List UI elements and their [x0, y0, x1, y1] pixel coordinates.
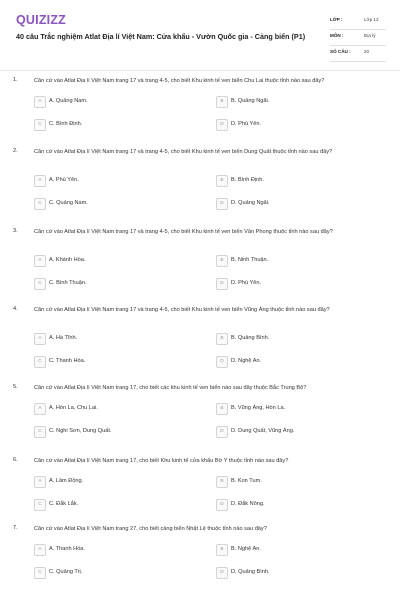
option-text: D. Phú Yên. [231, 280, 262, 286]
option-text: C. Bình Định. [49, 121, 83, 127]
option-letter-box: A [34, 255, 46, 267]
question-text: Căn cứ vào Atlat Địa lí Việt Nam trang 17 và trang 4-5, cho biết Khu kinh tế ven biển Vũng Áng thuộc tỉnh nào sau đây? [34, 307, 330, 313]
option-text: A. Lâm Đồng. [49, 478, 84, 484]
option-text: B. Quảng Bình. [231, 335, 270, 341]
header-divider [0, 70, 400, 71]
option-text: D. Đắk Nông. [231, 501, 265, 507]
option-text: A. Phú Yên. [49, 177, 79, 183]
answer-option-d[interactable] [216, 567, 386, 579]
option-letter-box: C [34, 499, 46, 511]
option-letter-box: C [34, 426, 46, 438]
answer-option-a[interactable] [34, 96, 204, 108]
option-text: C. Bình Thuận. [49, 280, 87, 286]
option-text: A. Hà Tĩnh. [49, 335, 78, 341]
option-letter-box: B [216, 476, 228, 488]
option-letter-box: C [34, 198, 46, 210]
option-text: C. Nghi Sơn, Dung Quất. [49, 428, 112, 434]
question-number: 7. [13, 525, 18, 531]
option-text: C. Quảng Trị. [49, 569, 83, 575]
option-text: C. Quảng Nam. [49, 200, 88, 206]
answer-option-b[interactable] [216, 175, 386, 187]
answer-option-d[interactable] [216, 119, 386, 131]
answer-option-c[interactable] [34, 426, 204, 438]
option-letter-box: B [216, 96, 228, 108]
answer-option-b[interactable] [216, 333, 386, 345]
answer-option-c[interactable] [34, 278, 204, 290]
option-text: A. Khánh Hòa. [49, 257, 86, 263]
answer-option-d[interactable] [216, 426, 386, 438]
option-letter-box: A [34, 96, 46, 108]
answer-option-b[interactable] [216, 476, 386, 488]
option-text: C. Đắk Lắk. [49, 501, 79, 507]
answer-option-a[interactable] [34, 544, 204, 556]
option-text: B. Vũng Áng, Hòn La. [231, 405, 286, 411]
question-text: Căn cứ vào Atlat Địa lí Việt Nam trang 27, cho biết cảng biển Nhật Lệ thuộc tỉnh nào sau đây? [34, 526, 267, 532]
option-text: D. Phú Yên. [231, 121, 262, 127]
answer-option-b[interactable] [216, 544, 386, 556]
answer-option-c[interactable] [34, 356, 204, 368]
option-text: B. Kon Tum. [231, 478, 262, 484]
option-letter-box: A [34, 476, 46, 488]
option-letter-box: D [216, 426, 228, 438]
option-letter-box: D [216, 198, 228, 210]
answer-option-a[interactable] [34, 333, 204, 345]
option-letter-box: B [216, 544, 228, 556]
answer-option-c[interactable] [34, 499, 204, 511]
quizizz-logo: QUIZIZZ [16, 13, 67, 27]
info-label: LỚP : [330, 17, 343, 22]
info-row-question-count [330, 46, 386, 62]
question-number: 1. [13, 77, 18, 83]
question-text: Căn cứ vào Atlat Địa lí Việt Nam trang 17, cho biết các khu kinh tế ven biển nào sau đây thuộc Bắc Trung Bộ? [34, 385, 307, 391]
option-text: B. Bình Định. [231, 177, 264, 183]
option-letter-box: D [216, 567, 228, 579]
answer-option-a[interactable] [34, 255, 204, 267]
question-text: Căn cứ vào Atlat Địa lí Việt Nam trang 17 và trang 4-5, cho biết Khu kinh tế ven biển Dung Quất thuộc tỉnh nào sau đây? [34, 149, 333, 155]
answer-option-d[interactable] [216, 198, 386, 210]
option-letter-box: C [34, 356, 46, 368]
info-label: SỐ CÂU : [330, 49, 351, 54]
answer-option-c[interactable] [34, 198, 204, 210]
answer-option-c[interactable] [34, 119, 204, 131]
option-letter-box: D [216, 356, 228, 368]
answer-option-c[interactable] [34, 567, 204, 579]
option-text: D. Dung Quất, Vũng Áng. [231, 428, 295, 434]
option-text: A. Thanh Hóa. [49, 546, 85, 552]
worksheet-header [0, 0, 400, 70]
question-text: Căn cứ vào Atlat Địa lí Việt Nam trang 17, cho biết Khu kinh tế cửa khẩu Bờ Y thuộc tỉnh nào sau đây? [34, 458, 289, 464]
answer-option-b[interactable] [216, 96, 386, 108]
question-number: 4. [13, 306, 18, 312]
info-label: MÔN : [330, 33, 344, 38]
option-letter-box: C [34, 567, 46, 579]
answer-option-a[interactable] [34, 403, 204, 415]
worksheet-info-panel [330, 14, 386, 62]
option-letter-box: D [216, 499, 228, 511]
option-text: D. Nghệ An. [231, 358, 262, 364]
info-value: 20 [364, 49, 370, 54]
info-row-grade [330, 14, 386, 30]
answer-option-d[interactable] [216, 499, 386, 511]
option-text: B. Ninh Thuận. [231, 257, 269, 263]
question-number: 2. [13, 148, 18, 154]
option-letter-box: A [34, 403, 46, 415]
option-text: B. Nghệ An. [231, 546, 261, 552]
option-text: A. Quảng Nam. [49, 98, 88, 104]
answer-option-a[interactable] [34, 476, 204, 488]
answer-option-b[interactable] [216, 255, 386, 267]
answer-option-d[interactable] [216, 356, 386, 368]
option-text: D. Quảng Bình. [231, 569, 270, 575]
option-text: B. Quảng Ngãi. [231, 98, 270, 104]
option-letter-box: A [34, 544, 46, 556]
page-title: 40 câu Trắc nghiệm Atlat Địa lí Việt Nam: Cửa khẩu - Vườn Quốc gia - Cảng biển (P1) [16, 32, 306, 41]
option-letter-box: B [216, 403, 228, 415]
option-letter-box: B [216, 333, 228, 345]
option-letter-box: A [34, 175, 46, 187]
question-text: Căn cứ vào Atlat Địa lí Việt Nam trang 17 và trang 4-5, cho biết Khu kinh tế ven biển Vân Phong thuộc tỉnh nào sau đây? [34, 229, 333, 235]
question-number: 6. [13, 457, 18, 463]
option-text: C. Thanh Hóa. [49, 358, 86, 364]
option-letter-box: C [34, 278, 46, 290]
answer-option-d[interactable] [216, 278, 386, 290]
answer-option-b[interactable] [216, 403, 386, 415]
question-text: Căn cứ vào Atlat Địa lí Việt Nam trang 17 và trang 4-5, cho biết Khu kinh tế ven biển Chu Lai thuộc tỉnh nào sau đây? [34, 78, 325, 84]
option-letter-box: B [216, 175, 228, 187]
question-number: 3. [13, 228, 18, 234]
option-letter-box: C [34, 119, 46, 131]
option-letter-box: D [216, 119, 228, 131]
option-letter-box: A [34, 333, 46, 345]
option-text: D. Quảng Ngãi. [231, 200, 270, 206]
option-letter-box: B [216, 255, 228, 267]
info-row-subject [330, 30, 386, 46]
info-value: Lớp 12 [364, 17, 379, 22]
option-letter-box: D [216, 278, 228, 290]
info-value: Địa lý [364, 33, 376, 38]
question-number: 5. [13, 384, 18, 390]
answer-option-a[interactable] [34, 175, 204, 187]
option-text: A. Hòn La, Chu Lai. [49, 405, 98, 411]
